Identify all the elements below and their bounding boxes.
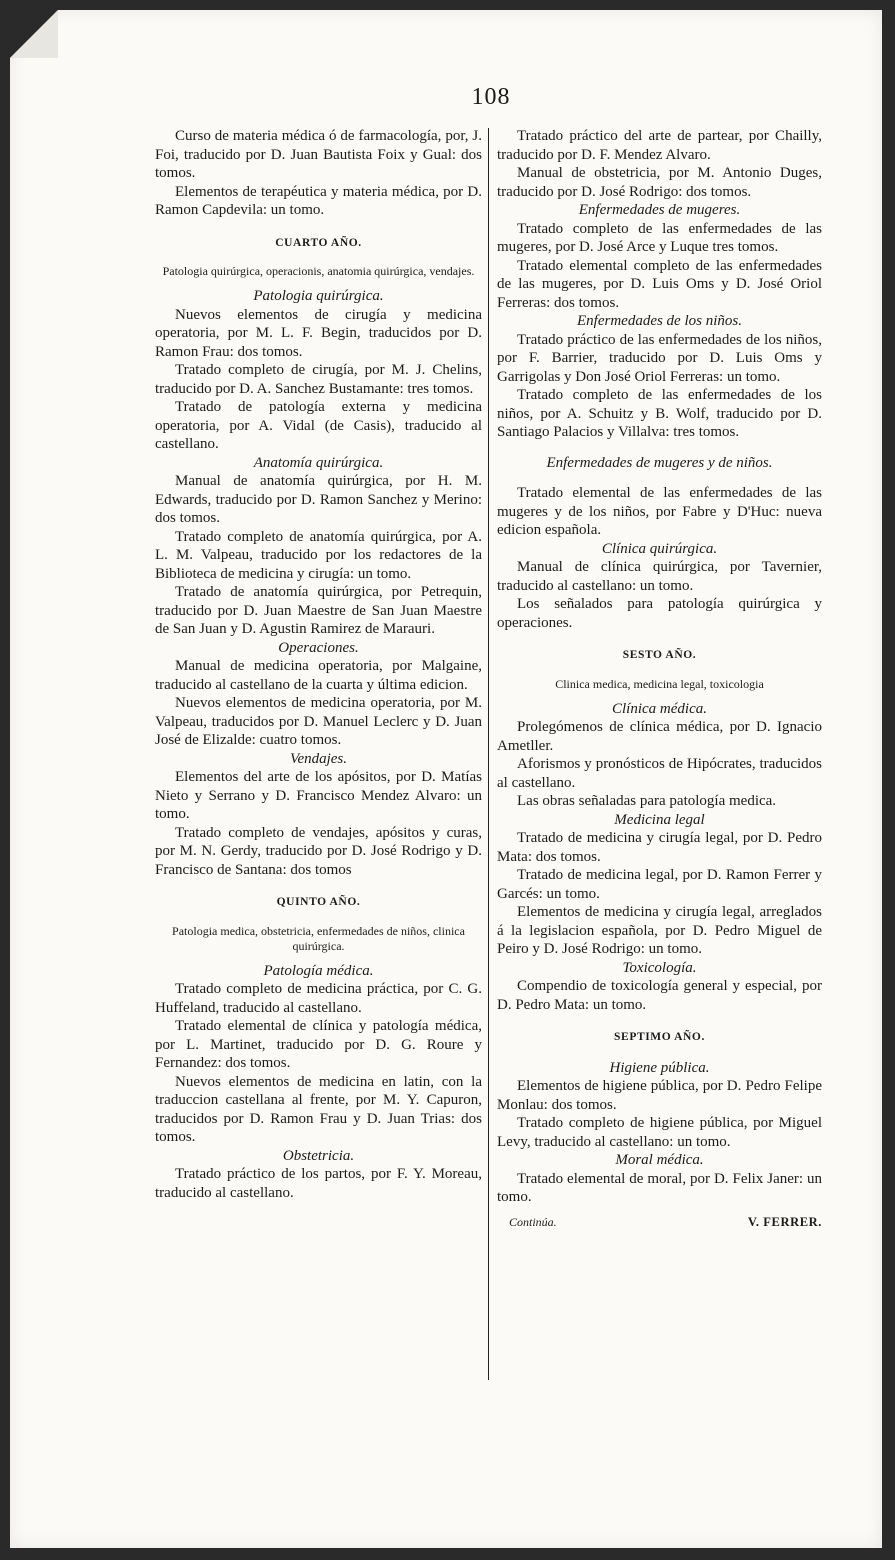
book-entry: Manual de medicina operatoria, por Malgaine, traducido al castellano de la cuarta y última edicion. — [155, 658, 482, 693]
section-heading: Obstetricia. — [282, 1147, 355, 1164]
year-heading: QUINTO AÑO. — [276, 896, 361, 908]
section-heading: Patologia quirúrgica. — [253, 288, 384, 304]
section-heading: Moral médica. — [615, 1152, 704, 1168]
subject-list: Patologia quirúrgica, operacionis, anatomia quirúrgica, vendajes. — [162, 264, 475, 278]
book-entry: Tratado elemental de clínica y patología médica, por L. Martinet, traducido por D. G. Roure y Fernandez: dos tomos. — [155, 1018, 482, 1071]
right-column-body — [497, 127, 822, 1207]
book-entry: Tratado completo de medicina práctica, por C. G. Huffeland, traducido al castellano. — [155, 981, 482, 1016]
spacer — [497, 472, 822, 484]
book-entry: Tratado completo de las enfermedades de las mugeres, por D. José Arce y Luque tres tomos. — [497, 220, 822, 255]
section-heading: Operaciones. — [278, 639, 359, 656]
book-entry: Compendio de toxicología general y especial, por D. Pedro Mata: un tomo. — [497, 978, 822, 1013]
book-entry: Curso de materia médica ó de farmacología, por, J. Foi, traducido por D. Juan Bautista Foix y Gual: dos tomos. — [155, 128, 482, 181]
book-entry: Las obras señaladas para patología medica. — [517, 793, 777, 809]
right-column — [497, 127, 822, 1231]
author-signature: V. FERRER. — [747, 1214, 822, 1229]
continues-note: Continúa. — [509, 1214, 557, 1229]
section-heading: Toxicología. — [622, 959, 697, 976]
book-entry: Tratado práctico del arte de partear, por Chailly, traducido por D. F. Mendez Alvaro. — [497, 128, 822, 163]
book-entry: Tratado de medicina y cirugía legal, por D. Pedro Mata: dos tomos. — [497, 830, 822, 865]
book-entry: Tratado elemental de moral, por D. Felix Janer: un tomo. — [497, 1170, 822, 1205]
book-entry: Elementos de medicina y cirugía legal, arreglados á la legislacion española, por D. Pedro Miguel de Peiro y D. José Rodrigo: un tomo. — [497, 904, 822, 957]
book-entry: Tratado elemental completo de las enfermedades de las mugeres, por D. Luis Oms y D. José Oriol Ferreras: dos tomos. — [497, 257, 822, 311]
book-entry: Elementos de higiene pública, por D. Pedro Felipe Monlau: dos tomos. — [497, 1078, 822, 1113]
book-entry: Tratado completo de las enfermedades de los niños, por A. Schuitz y B. Wolf, traducido por D. Santiago Palacios y Villalva: tres tomos. — [497, 387, 822, 440]
book-entry: Tratado de patología externa y medicina operatoria, por A. Vidal (de Casis), traducido al castellano. — [155, 399, 482, 452]
book-entry: Tratado práctico de las enfermedades de los niños, por F. Barrier, traducido por D. Luis Oms y Garrigolas y Don José Oriol Ferreras: un tomo. — [497, 331, 822, 385]
spacer — [497, 442, 822, 454]
page-footer — [497, 1213, 822, 1232]
book-entry: Elementos de terapéutica y materia médica, por D. Ramon Capdevila: un tomo. — [155, 183, 482, 218]
book-entry: Elementos del arte de los apósitos, por D. Matías Nieto y Serrano y D. Francisco Mendez Alvaro: un tomo. — [155, 769, 482, 822]
year-heading: CUARTO AÑO. — [275, 236, 362, 249]
left-column — [155, 127, 482, 1202]
section-heading: Medicina legal — [614, 811, 705, 828]
book-entry: Prolegómenos de clínica médica, por D. Ignacio Ametller. — [497, 719, 822, 754]
book-entry: Aforismos y pronósticos de Hipócrates, traducidos al castellano. — [497, 756, 822, 791]
section-heading: Clínica médica. — [612, 700, 707, 717]
book-entry: Tratado de anatomía quirúrgica, por Petrequin, traducido por D. Juan Maestre de San Juan Maestre de San Juan y D. Agustin Ramirez de Marauri. — [155, 584, 482, 637]
book-entry: Tratado completo de cirugía, por M. J. Chelins, traducido por D. A. Sanchez Bustamante: tres tomos. — [155, 362, 482, 397]
page-number: 108 — [471, 84, 511, 110]
book-entry: Manual de clínica quirúrgica, por Tavernier, traducido al castellano: un tomo. — [497, 559, 822, 594]
folded-corner-flap — [10, 10, 58, 58]
book-entry: Tratado de medicina legal, por D. Ramon Ferrer y Garcés: un tomo. — [497, 867, 822, 902]
section-heading: Patología médica. — [263, 962, 374, 979]
book-entry: Los señalados para patología quirúrgica y operaciones. — [497, 596, 822, 631]
section-heading: Enfermedades de los niños. — [577, 313, 742, 329]
section-heading: Vendajes. — [289, 750, 348, 767]
subject-list: Clinica medica, medicina legal, toxicologia — [555, 676, 764, 691]
subject-list: Patologia medica, obstetricia, enfermedades de niños, clinica quirúrgica. — [172, 923, 465, 953]
book-entry: Nuevos elementos de medicina operatoria, por M. Valpeau, traducidos por D. Manuel Leclerc y D. Juan José de Elizalde: cuatro tomos. — [155, 695, 482, 748]
section-heading: Clínica quirúrgica. — [601, 540, 718, 557]
book-entry: Nuevos elementos de cirugía y medicina operatoria, por M. L. F. Begin, traducidos por D. Ramon Frau: dos tomos. — [155, 306, 482, 360]
year-heading: SEPTIMO AÑO. — [614, 1031, 705, 1043]
section-heading: Enfermedades de mugeres y de niños. — [546, 454, 773, 471]
book-entry: Nuevos elementos de medicina en latin, con la traduccion castellana al frente, por M. Y. Capuron, traducidos por D. Ramon Frau y D. Juan Trias: dos tomos. — [155, 1073, 482, 1145]
book-entry: Tratado completo de higiene pública, por Miguel Levy, traducido al castellano: un tomo. — [497, 1115, 822, 1150]
book-entry: Tratado práctico de los partos, por F. Y. Moreau, traducido al castellano. — [155, 1166, 482, 1201]
book-entry: Tratado completo de anatomía quirúrgica, por A. L. M. Valpeau, traducido por los redactores de la Biblioteca de medicina y cirugía: un tomo. — [155, 528, 482, 582]
book-entry: Manual de anatomía quirúrgica, por H. M. Edwards, traducido por D. Ramon Sanchez y Merino: dos tomos. — [155, 473, 482, 526]
book-entry: Tratado completo de vendajes, apósitos y curas, por M. N. Gerdy, traducido por D. José Rodrigo y D. Francisco de Santana: dos tomos — [155, 824, 482, 878]
section-heading: Higiene pública. — [609, 1059, 710, 1076]
year-heading: SESTO AÑO. — [622, 649, 697, 661]
section-heading: Anatomía quirúrgica. — [253, 454, 384, 471]
book-entry: Tratado elemental de las enfermedades de las mugeres y de los niños, por Fabre y D'Huc: nueva edicion española. — [497, 485, 822, 538]
column-divider — [488, 128, 489, 1380]
book-entry: Manual de obstetricia, por M. Antonio Duges, traducido por D. José Rodrigo: dos tomos. — [497, 165, 822, 200]
section-heading: Enfermedades de mugeres. — [578, 202, 741, 218]
